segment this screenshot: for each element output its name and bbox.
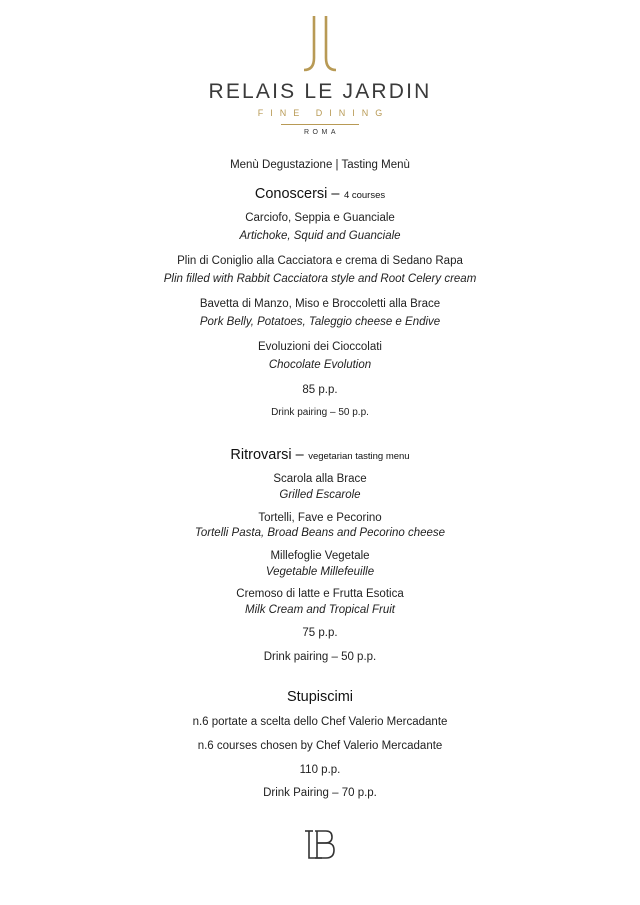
lb-monogram-icon — [300, 828, 340, 862]
section-title-ritrovarsi — [0, 446, 640, 464]
dish-it: Scarola alla Brace — [273, 473, 367, 485]
jl-monogram-icon — [300, 14, 340, 74]
price: 110 p.p. — [299, 764, 341, 776]
brand-name: RELAIS LE JARDIN — [208, 80, 432, 103]
dish-it: Tortelli, Fave e Pecorino — [258, 512, 382, 524]
section-note: 4 courses — [343, 190, 386, 201]
dish-en: Milk Cream and Tropical Fruit — [245, 604, 395, 616]
section-note: vegetarian tasting menu — [308, 451, 410, 462]
dish-it: Bavetta di Manzo, Miso e Broccoletti alla Brace — [199, 298, 441, 310]
dish-it: Millefoglie Vegetale — [270, 550, 370, 562]
header-logo — [0, 14, 640, 136]
dish-it: Cremoso di latte e Frutta Esotica — [236, 588, 404, 600]
drink-pairing: Drink pairing – 50 p.p. — [271, 407, 369, 418]
dish-en: Vegetable Millefeuille — [265, 566, 375, 578]
drink-pairing: Drink pairing – 50 p.p. — [263, 651, 377, 663]
brand-subtitle: FINE DINING — [257, 108, 390, 118]
price: 75 p.p. — [302, 627, 338, 639]
chef-line-it: n.6 portate a scelta dello Chef Valerio Mercadante — [192, 716, 448, 728]
section-title-stupiscimi: Stupiscimi — [286, 689, 354, 705]
dish-en: Chocolate Evolution — [268, 359, 372, 371]
chef-line-en: n.6 courses chosen by Chef Valerio Mercadante — [197, 740, 443, 752]
dish-en: Tortelli Pasta, Broad Beans and Pecorino cheese — [194, 527, 446, 539]
menu-intro: Menù Degustazione | Tasting Menù — [230, 159, 410, 171]
dish-it: Evoluzioni dei Cioccolati — [257, 341, 382, 353]
dish-en: Grilled Escarole — [279, 489, 361, 501]
section-title-conoscersi — [0, 185, 640, 203]
dish-en: Pork Belly, Potatoes, Taleggio cheese e Endive — [199, 316, 441, 328]
section-title: Conoscersi – — [254, 186, 340, 202]
dish-it: Carciofo, Seppia e Guanciale — [245, 212, 395, 224]
dish-en: Artichoke, Squid and Guanciale — [239, 230, 401, 242]
divider — [281, 124, 359, 125]
drink-pairing: Drink Pairing – 70 p.p. — [263, 787, 377, 799]
dish-en: Plin filled with Rabbit Cacciatora style and Root Celery cream — [163, 273, 477, 285]
dish-it: Plin di Coniglio alla Cacciatora e crema di Sedano Rapa — [177, 255, 463, 267]
price: 85 p.p. — [302, 384, 338, 396]
section-title: Ritrovarsi – — [230, 447, 304, 463]
brand-city: ROMA — [304, 129, 339, 136]
